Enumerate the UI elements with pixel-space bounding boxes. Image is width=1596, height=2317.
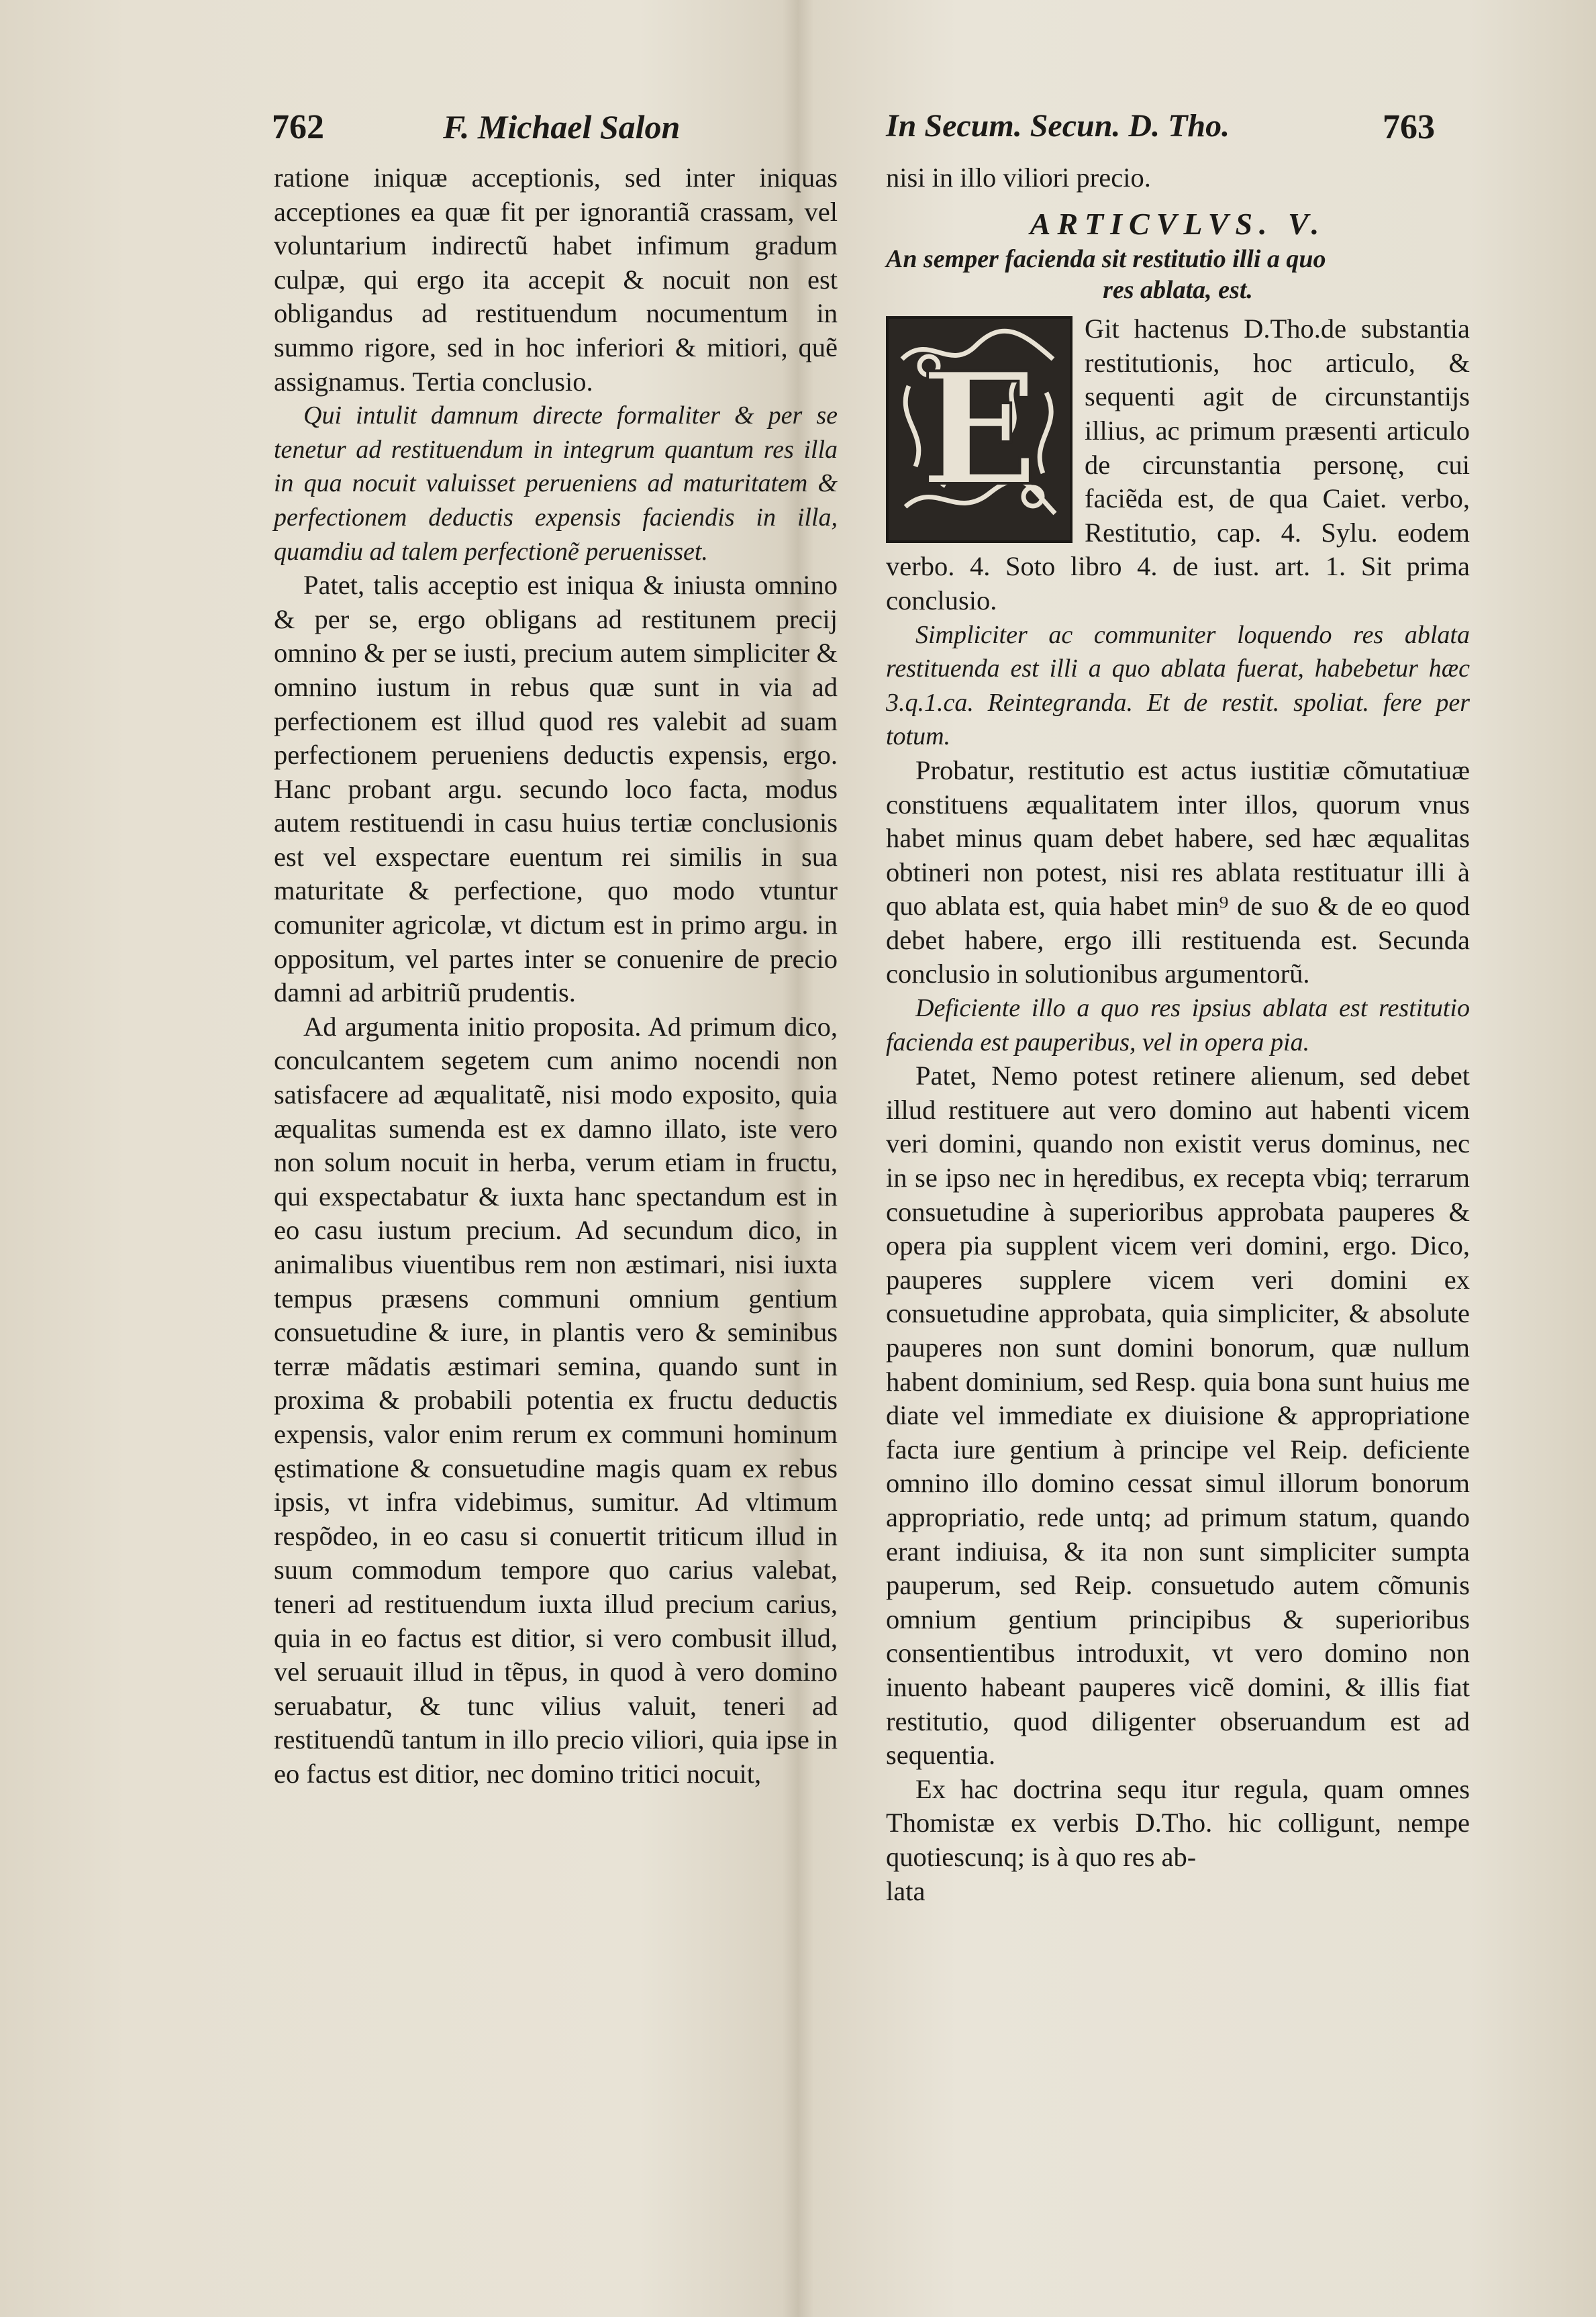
- decorated-initial-icon: [886, 316, 1073, 543]
- page-number: 763: [1383, 108, 1435, 146]
- paragraph: Ad argumenta initio proposita. Ad primum dico, conculcantem segetem cum animo nocendi non satisfacere ad æqualitatẽ, nisi modo exposito, quia æqualitas sumenda est ex damno illato, iste vero non solum nocuit in herba, verum etiam in fructu, qui exspectabatur & iuxta hanc spectandum est in eo casu iustum precium. Ad secundum dico, in animalibus viuentibus rem non æstimari, nisi iuxta tempus præsens communi omnium gentium consuetudine & iure, in plantis vero & seminibus terræ mãdatis æstimari semina, quando sunt in proxima & probabili potentia ex fructu deductis expensis, valor enim rerum ex communi hominum ęstimatione & consuetudine magis quam ex rebus ipsis, vt infra videbimus, sumitur. Ad vltimum respõdeo, in eo casu si conuertit triticum illud in suum commodum tempore quo carius valebat, teneri ad restituendum iuxta illud precium carius, quia in eo factus est ditior, si vero combusit illud, vel seruauit illud in tẽpus, in quod à vero domino seruabatur, & tunc vilius valuit, teneri ad restituendũ tantum in illo precio viliori, quia ipse in eo factus est ditior, nec domino tritici nocuit,: [274, 1011, 838, 1789]
- ornament-icon: [889, 319, 1070, 540]
- page-number: 762: [272, 108, 324, 146]
- opening-line: nisi in illo viliori precio.: [886, 162, 1151, 193]
- paragraph: Git hactenus D.Tho.de substantia restitutionis, hoc articulo, & sequenti agit de circunstantijs illius, ac primum præsenti articulo de circunstantia personę, cui faciẽda est, de qua Caiet. verbo, Restitutio, cap. 4. Sylu. eodem verbo. 4. Soto libro 4. de iust. art. 1. Sit prima conclusio.: [886, 313, 1470, 615]
- initial-letter: E: [920, 339, 1038, 521]
- paragraph: ratione iniquæ acceptionis, sed inter iniquas acceptiones ea quæ fit per ignorantiã crassam, vel voluntarium indirectũ habet infimum gradum culpæ, qui ergo ita accepit & nocuit non est obligandus ad restituendum nocumentum in summo rigore, sed in hoc inferiori & mitiori, quẽ assignamus. Tertia conclusio.: [274, 162, 838, 397]
- catchword: lata: [886, 1875, 926, 1906]
- right-page: [799, 0, 1596, 2317]
- conclusion-statement: Deficiente illo a quo res ipsius ablata est restitutio facienda est pauperibus, vel in opera pia.: [886, 994, 1470, 1056]
- paragraph: Patet, Nemo potest retinere alienum, sed debet illud restituere aut vero domino aut habenti vicem veri domini, quando non existit verus dominus, nec in se ipso nec in hęredibus, ex recepta vbiq; terrarum consuetudine à superioribus approbata pauperes & opera pia supplent vicem veri domini, ergo. Dico, pauperes supplere vicem veri domini ex consuetudine approbata, quia simpliciter, & absolute pauperes non sunt domini bonorum, quæ nullum habent dominium, sed Resp. quia bona sunt huius me diate vel immediate ex diuisione & appropriatione facta iure gentium à principe vel Reip. deficiente omnino illo domino cessat simul illorum bonorum appropriatio, rede untq; ad primum statum, quando erant indiuisa, & ita non sunt simpliciter sumpta pauperum, sed Reip. consuetudo autem cõmunis omnium gentium principibus & superioribus consentientibus introduxit, vt vero domino non inuento habeant pauperes vicẽ domini, & illis fiat restitutio, quod diligenter obseruandum est ad sequentia.: [886, 1061, 1470, 1771]
- running-head: F. Michael Salon: [443, 108, 681, 146]
- article-heading: ARTICVLVS. V.: [1030, 206, 1326, 241]
- paragraph: Probatur, restitutio est actus iustitiæ cõmutatiuæ constituens æqualitatem inter illos, quorum vnus habet minus quam debet habere, sed hæc æqualitas obtineri non potest, nisi res ablata restituatur illi à quo ablata est, quia habet min⁹ de suo & de eo quod debet habere, ergo illi restituenda est. Secunda conclusio in solutionibus argumentorũ.: [886, 754, 1470, 989]
- paragraph: Patet, talis acceptio est iniqua & iniusta omnino & per se, ergo obligans ad restitunem precij omnino & per se iusti, precium autem simpliciter & omnino iustum in rebus quæ sunt in via ad perfectionem est illud quod res valebit ad suam perfectionem perueniens deductis expensis, ergo. Hanc probant argu. secundo loco facta, modus autem restituendi in casu huius tertiæ conclusionis est vel exspectare euentum rei similis in sua maturitate & perfectione, quo modo vtuntur comuniter agricolæ, vt dictum est in primo argu. in oppositum, vel partes inter se conuenire de precio damni ad arbitriũ prudentis.: [274, 570, 838, 1008]
- article-question-line: An semper facienda sit restitutio illi a quo: [886, 245, 1326, 274]
- text-column: [274, 161, 838, 1791]
- article-question: [886, 244, 1470, 305]
- article-question-line: res ablata, est.: [1103, 276, 1253, 305]
- running-head: In Secum. Secun. D. Tho.: [886, 108, 1230, 144]
- conclusion-statement: Simpliciter ac communiter loquendo res ablata restituenda est illi a quo ablata fuerat, habebetur hæc 3.q.1.ca. Reintegranda. Et de restit. spoliat. fere per totum.: [886, 620, 1470, 751]
- conclusion-statement: Qui intulit damnum directe formaliter & per se tenetur ad restituendum in integrum quantum res illa in qua nocuit valuisset perueniens ad maturitatem & perfectionem deductis expensis faciendis in illa, quamdiu ad talem perfectionẽ peruenisset.: [274, 401, 838, 566]
- paragraph: Ex hac doctrina sequ itur regula, quam omnes Thomistæ ex verbis D.Tho. hic colligunt, nempe quotiescunq; is à quo res ab-: [886, 1773, 1470, 1872]
- text-column: [886, 161, 1470, 1908]
